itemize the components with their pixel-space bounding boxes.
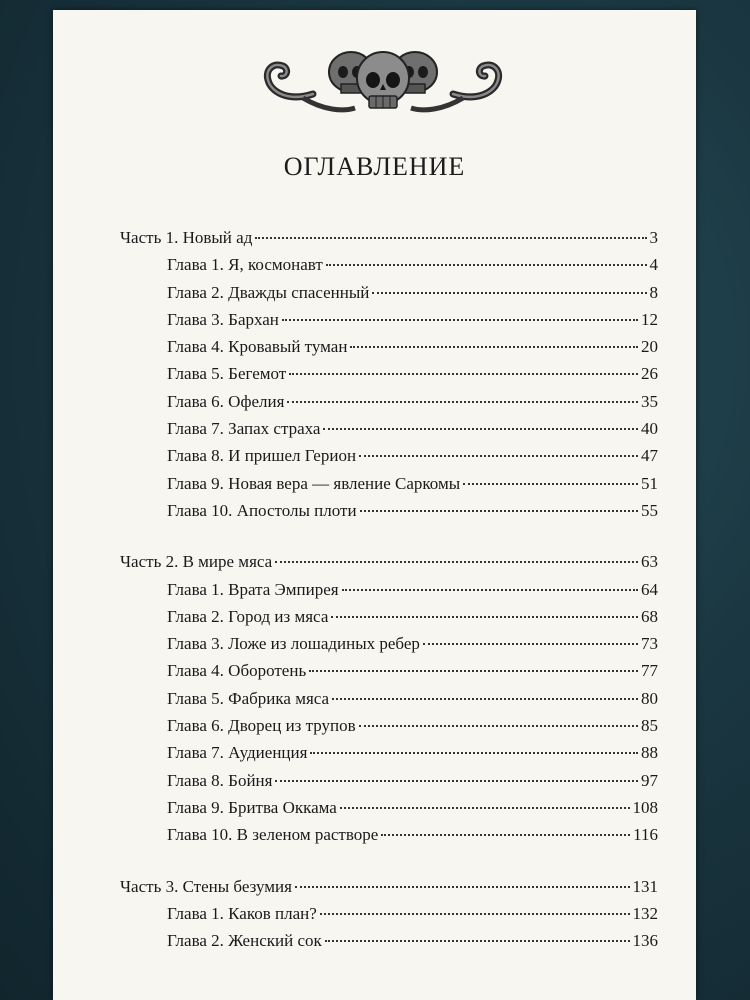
toc-chapter-entry-page-number: 132	[632, 903, 658, 923]
toc-chapter-entry[interactable]	[120, 255, 658, 282]
dot-leader	[275, 560, 638, 563]
toc-chapter-entry-page-number: 35	[641, 391, 658, 411]
toc-chapter-entry[interactable]	[120, 689, 658, 716]
dot-leader	[275, 779, 638, 782]
dot-leader	[372, 291, 646, 294]
toc-part-entry-title: Часть 2. В мире мяса	[120, 552, 273, 572]
toc-part-entry-page-number: 131	[632, 876, 658, 896]
toc-chapter-entry-title: Глава 4. Кровавый туман	[167, 337, 348, 357]
dot-leader	[289, 372, 638, 375]
toc-chapter-entry[interactable]	[120, 580, 658, 607]
toc-chapter-entry-page-number: 116	[633, 825, 658, 845]
toc-chapter-entry-title: Глава 10. В зеленом растворе	[167, 825, 379, 845]
toc-chapter-entry-page-number: 12	[641, 309, 658, 329]
skulls-tentacles-ornament-icon	[243, 32, 523, 142]
toc-chapter-entry[interactable]	[120, 419, 658, 446]
dot-leader	[381, 833, 630, 836]
toc-chapter-entry-title: Глава 1. Врата Эмпирея	[167, 579, 339, 599]
table-of-contents	[120, 228, 658, 958]
toc-chapter-entry-page-number: 51	[641, 473, 658, 493]
toc-chapter-entry-title: Глава 7. Запах страха	[167, 419, 321, 439]
toc-chapter-entry[interactable]	[120, 474, 658, 501]
toc-chapter-entry[interactable]	[120, 392, 658, 419]
toc-chapter-entry[interactable]	[120, 716, 658, 743]
toc-chapter-entry-title: Глава 3. Ложе из лошадиных ребер	[167, 634, 420, 654]
toc-chapter-entry-page-number: 97	[641, 770, 658, 790]
toc-chapter-entry[interactable]	[120, 798, 658, 825]
toc-chapter-entry[interactable]	[120, 931, 658, 958]
toc-chapter-entry-title: Глава 9. Бритва Оккама	[167, 797, 337, 817]
toc-chapter-entry-title: Глава 8. Бойня	[167, 770, 273, 790]
toc-chapter-entry[interactable]	[120, 310, 658, 337]
toc-chapter-entry-page-number: 64	[641, 579, 658, 599]
toc-chapter-entry-title: Глава 2. Город из мяса	[167, 606, 329, 626]
dot-leader	[325, 939, 630, 942]
toc-chapter-entry[interactable]	[120, 283, 658, 310]
toc-chapter-entry-page-number: 68	[641, 606, 658, 626]
page-title: ОГЛАВЛЕНИЕ	[283, 152, 466, 181]
dot-leader	[423, 642, 638, 645]
toc-chapter-entry-title: Глава 4. Оборотень	[167, 661, 307, 681]
toc-chapter-entry-page-number: 73	[641, 634, 658, 654]
dot-leader	[331, 615, 638, 618]
dot-leader	[359, 724, 638, 727]
toc-chapter-entry-page-number: 108	[632, 797, 658, 817]
toc-chapter-entry-page-number: 26	[641, 364, 658, 384]
toc-part-entry-title: Часть 3. Стены безумия	[120, 876, 292, 896]
toc-chapter-entry[interactable]	[120, 364, 658, 391]
toc-chapter-entry-page-number: 77	[641, 661, 658, 681]
dot-leader	[350, 345, 638, 348]
toc-chapter-entry-title: Глава 1. Я, космонавт	[167, 255, 323, 275]
toc-part-entry-title: Часть 1. Новый ад	[120, 228, 253, 247]
toc-chapter-entry-page-number: 88	[641, 743, 658, 763]
toc-chapter-entry[interactable]	[120, 607, 658, 634]
toc-chapter-entry-page-number: 85	[641, 716, 658, 736]
toc-chapter-entry-page-number: 8	[649, 282, 658, 302]
toc-chapter-entry[interactable]	[120, 771, 658, 798]
toc-chapter-entry-title: Глава 10. Апостолы плоти	[167, 500, 357, 520]
toc-part	[120, 228, 658, 528]
dot-leader	[340, 806, 630, 809]
toc-chapter-entry[interactable]	[120, 501, 658, 528]
toc-chapter-entry-title: Глава 5. Бегемот	[167, 364, 287, 384]
toc-chapter-entry-title: Глава 2. Дважды спасенный	[167, 282, 370, 302]
toc-chapter-entry-title: Глава 8. И пришел Герион	[167, 446, 357, 466]
dot-leader	[287, 400, 638, 403]
toc-chapter-entry-page-number: 80	[641, 688, 658, 708]
toc-chapter-entry-page-number: 4	[649, 255, 658, 275]
dot-leader	[463, 482, 638, 485]
toc-chapter-entry[interactable]	[120, 634, 658, 661]
toc-chapter-entry-title: Глава 9. Новая вера — явление Саркомы	[167, 473, 461, 493]
toc-chapter-entry[interactable]	[120, 904, 658, 931]
toc-chapter-entry-page-number: 40	[641, 419, 658, 439]
toc-part-entry[interactable]	[120, 552, 658, 579]
dot-leader	[360, 509, 638, 512]
toc-part-entry[interactable]	[120, 228, 658, 255]
toc-part-entry[interactable]	[120, 877, 658, 904]
toc-part	[120, 552, 658, 852]
toc-part	[120, 877, 658, 959]
dot-leader	[342, 588, 638, 591]
toc-chapter-entry-page-number: 55	[641, 500, 658, 520]
dot-leader	[332, 697, 638, 700]
toc-chapter-entry-title: Глава 6. Офелия	[167, 391, 285, 411]
toc-part-entry-page-number: 63	[641, 552, 658, 572]
dot-leader	[326, 263, 647, 266]
toc-chapter-entry-title: Глава 3. Бархан	[167, 309, 279, 329]
dot-leader	[310, 751, 638, 754]
dot-leader	[309, 669, 638, 672]
toc-chapter-entry[interactable]	[120, 661, 658, 688]
toc-chapter-entry[interactable]	[120, 337, 658, 364]
book-page	[53, 10, 696, 1000]
dot-leader	[359, 454, 638, 457]
toc-chapter-entry-title: Глава 5. Фабрика мяса	[167, 688, 330, 708]
toc-chapter-entry[interactable]	[120, 743, 658, 770]
toc-chapter-entry[interactable]	[120, 825, 658, 852]
toc-chapter-entry-title: Глава 2. Женский сок	[167, 931, 322, 951]
toc-chapter-entry-page-number: 136	[632, 931, 658, 951]
dot-leader	[320, 912, 630, 915]
dot-leader	[255, 236, 646, 239]
toc-chapter-entry-title: Глава 7. Аудиенция	[167, 743, 308, 763]
toc-chapter-entry-page-number: 20	[641, 337, 658, 357]
dot-leader	[323, 427, 638, 430]
toc-chapter-entry[interactable]	[120, 446, 658, 473]
toc-part-entry-page-number: 3	[649, 228, 658, 247]
dot-leader	[282, 318, 638, 321]
toc-chapter-entry-title: Глава 1. Каков план?	[167, 903, 317, 923]
toc-chapter-entry-page-number: 47	[641, 446, 658, 466]
dot-leader	[295, 885, 630, 888]
toc-chapter-entry-title: Глава 6. Дворец из трупов	[167, 716, 356, 736]
